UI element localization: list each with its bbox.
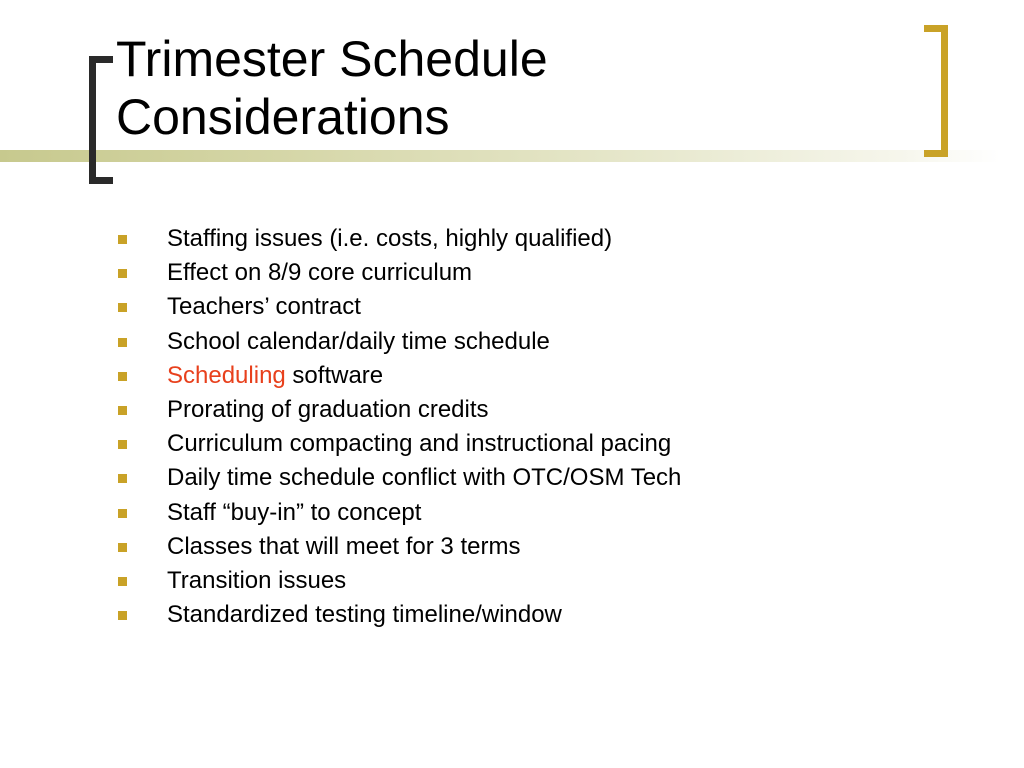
bullet-text: Curriculum compacting and instructional pacing xyxy=(167,430,672,458)
square-bullet-icon xyxy=(118,406,127,415)
bullet-item xyxy=(118,427,681,461)
square-bullet-icon xyxy=(118,303,127,312)
bullet-text: School calendar/daily time schedule xyxy=(167,327,550,355)
square-bullet-icon xyxy=(118,577,127,586)
right-bracket-decoration xyxy=(924,25,948,157)
bullet-text: Prorating of graduation credits xyxy=(167,395,489,423)
bullet-text: Daily time schedule conflict with OTC/OSM Tech xyxy=(167,464,682,492)
bullet-item xyxy=(118,393,681,427)
bullet-item xyxy=(118,496,681,530)
square-bullet-icon xyxy=(118,235,127,244)
title-band xyxy=(0,150,1000,162)
bullet-item xyxy=(118,256,681,290)
bullet-text: Staff “buy-in” to concept xyxy=(167,498,422,526)
square-bullet-icon xyxy=(118,543,127,552)
left-bracket-decoration xyxy=(89,56,113,184)
bullet-text: Standardized testing timeline/window xyxy=(167,601,562,629)
square-bullet-icon xyxy=(118,611,127,620)
slide-title xyxy=(116,30,548,146)
square-bullet-icon xyxy=(118,269,127,278)
bullet-item xyxy=(118,325,681,359)
bullet-item xyxy=(118,290,681,324)
slide-title-line-2: Considerations xyxy=(116,89,450,145)
bullet-item xyxy=(118,530,681,564)
bullet-item xyxy=(118,461,681,495)
bullet-list xyxy=(118,222,681,632)
square-bullet-icon xyxy=(118,372,127,381)
bullet-text: Teachers’ contract xyxy=(167,293,361,321)
bullet-text: Effect on 8/9 core curriculum xyxy=(167,259,473,287)
square-bullet-icon xyxy=(118,440,127,449)
bullet-item xyxy=(118,222,681,256)
bullet-text: Staffing issues (i.e. costs, highly qualified) xyxy=(167,225,613,252)
bullet-text: Transition issues xyxy=(167,566,347,594)
square-bullet-icon xyxy=(118,509,127,518)
square-bullet-icon xyxy=(118,338,127,347)
bullet-text: software xyxy=(285,361,384,389)
bullet-text: Classes that will meet for 3 terms xyxy=(167,532,521,560)
bullet-item xyxy=(118,564,681,598)
slide-title-line-1: Trimester Schedule xyxy=(116,31,548,87)
bullet-item xyxy=(118,598,681,632)
bullet-item xyxy=(118,359,681,393)
square-bullet-icon xyxy=(118,474,127,483)
bullet-highlight-text: Scheduling xyxy=(167,361,286,389)
